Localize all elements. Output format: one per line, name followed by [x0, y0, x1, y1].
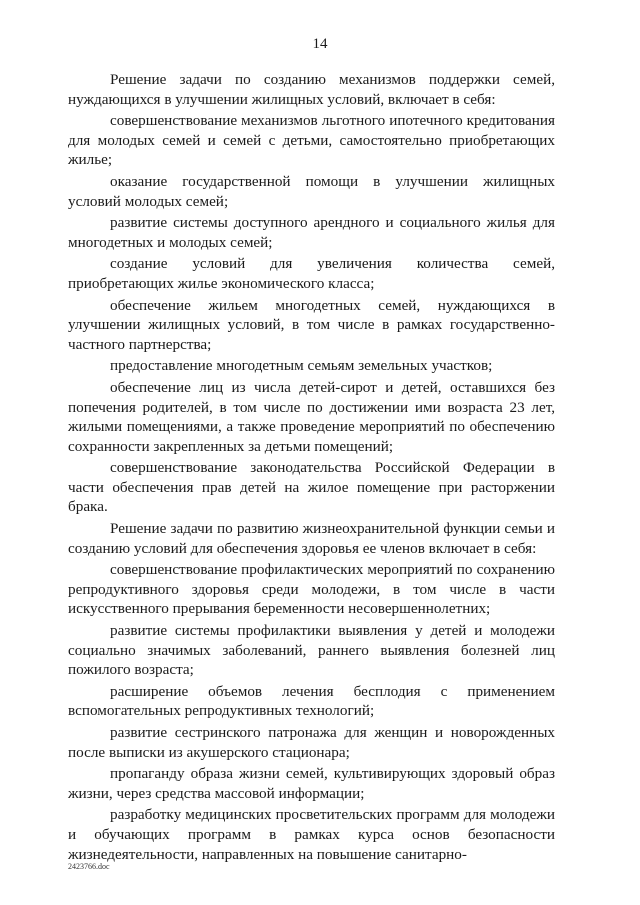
page-number: 14 — [312, 36, 328, 52]
paragraph: оказание государственной помощи в улучшении жилищных условий молодых семей; — [68, 172, 555, 210]
paragraph: пропаганду образа жизни семей, культивирующих здоровый образ жизни, через средства массовой информации; — [68, 765, 555, 802]
paragraph: развитие системы профилактики выявления у детей и молодежи социально значимых заболеваний, раннего выявления болезней лиц пожилого возраста; — [68, 622, 555, 679]
paragraph: предоставление многодетным семьям земельных участков; — [110, 357, 493, 375]
paragraph: создание условий для увеличения количества семей, приобретающих жилье экономического класса; — [68, 255, 555, 292]
paragraph: разработку медицинских просветительских программ для молодежи и обучающих программ в рамках курса основ безопасности жизнедеятельности, направленных на повышение санитарно- — [68, 806, 555, 863]
paragraph: совершенствование профилактических мероприятий по сохранению репродуктивного здоровья среди молодежи, в том числе в части искусственного прерывания беременности несовершеннолетних; — [68, 561, 555, 618]
paragraph: обеспечение лиц из числа детей-сирот и детей, оставшихся без попечения родителей, в том числе по достижении ими возраста 23 лет, жилыми помещениями, а также проведение мероприятий по обеспечению сохранности закрепленных за детьми помещений; — [68, 378, 555, 455]
paragraph: обеспечение жильем многодетных семей, нуждающихся в улучшении жилищных условий, в том числе в рамках государственно-частного партнерства; — [68, 296, 555, 353]
paragraph: расширение объемов лечения бесплодия с применением вспомогательных репродуктивных технологий; — [68, 682, 555, 720]
paragraph: развитие системы доступного арендного и социального жилья для многодетных и молодых семей; — [68, 214, 555, 251]
paragraph: развитие сестринского патронажа для женщин и новорожденных после выписки из акушерского стационара; — [68, 724, 555, 761]
document-body — [68, 70, 555, 866]
paragraph: совершенствование механизмов льготного ипотечного кредитования для молодых семей и семей с детьми, самостоятельно приобретающих жилье; — [68, 112, 555, 169]
document-file-code: 2423766.doc — [68, 862, 110, 871]
paragraph: Решение задачи по развитию жизнеохранительной функции семьи и созданию условий для обеспечения здоровья ее членов включает в себя: — [68, 520, 555, 557]
paragraph: Решение задачи по созданию механизмов поддержки семей, нуждающихся в улучшении жилищных условий, включает в себя: — [68, 71, 555, 108]
paragraph: совершенствование законодательства Российской Федерации в части обеспечения прав детей на жилое помещение при расторжении брака. — [68, 459, 555, 516]
